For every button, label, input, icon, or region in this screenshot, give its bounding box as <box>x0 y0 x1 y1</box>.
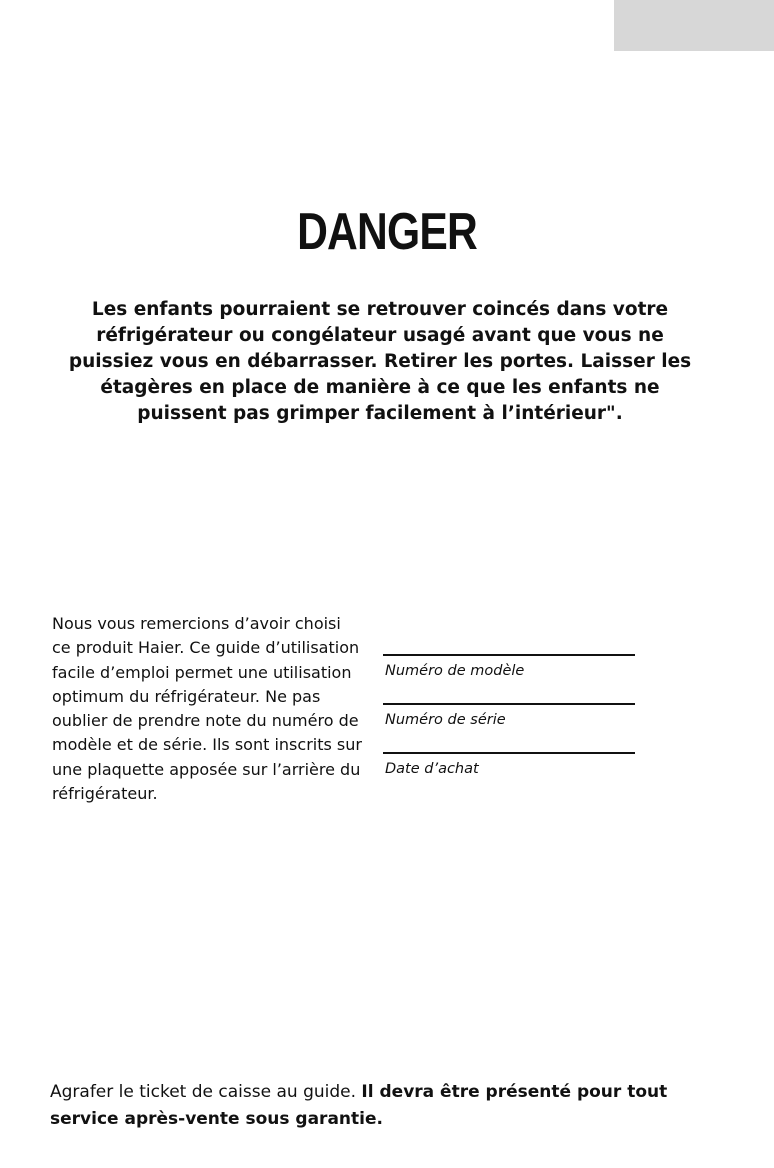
model-number-label: Numéro de modèle <box>385 663 525 679</box>
receipt-note-text: Agrafer le ticket de caisse au guide. <box>50 1082 362 1102</box>
thank-you-paragraph: Nous vous remercions d’avoir choisi ce produit Haier. Ce guide d’utilisation facile d’emploi permet une utilisation optimum du réfrigérateur. Ne pas oublier de prendre note du numéro de modèle et de série. Ils sont inscrits sur une plaquette apposée sur l’arrière du réfrigérateur. <box>52 614 362 804</box>
model-number-field <box>383 654 635 703</box>
receipt-note <box>50 1079 730 1133</box>
receipt-note-emphasis: Il devra être présenté pour tout service après-vente sous garantie. <box>50 1082 668 1129</box>
purchase-date-field <box>383 752 635 801</box>
model-number-line <box>383 654 635 656</box>
danger-warning-text: Les enfants pourraient se retrouver coincés dans votre réfrigérateur ou congélateur usagé avant que vous ne puissiez vous en débarrasser. Retirer les portes. Laisser les étagères en place de manière à ce que les enfants ne puissent pas grimper facilement à l’intérieur". <box>68 299 692 424</box>
serial-number-field <box>383 703 635 752</box>
purchase-date-line <box>383 752 635 754</box>
serial-number-label: Numéro de série <box>385 712 506 728</box>
serial-number-line <box>383 703 635 705</box>
page-corner-tab <box>614 0 774 51</box>
product-record-fields <box>383 654 635 801</box>
purchase-date-label: Date d’achat <box>385 761 479 777</box>
danger-title: DANGER <box>297 203 477 261</box>
